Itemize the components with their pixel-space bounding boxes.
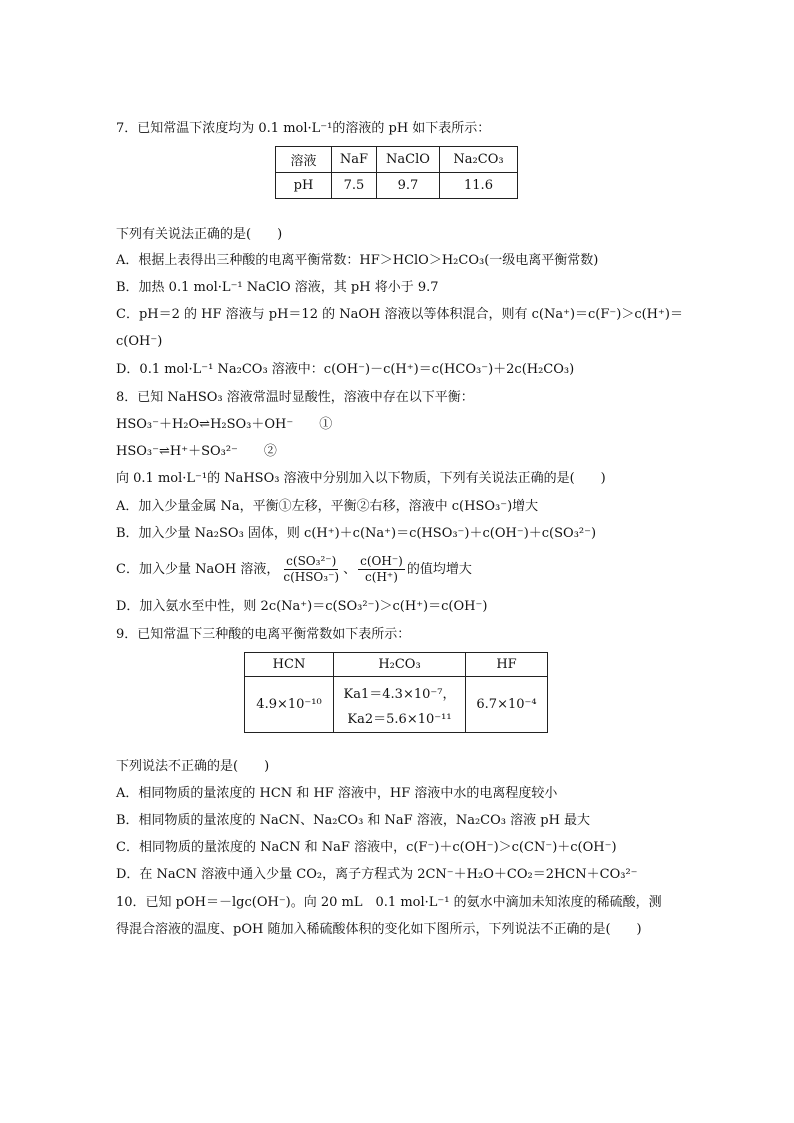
table-cell: NaClO <box>377 147 440 173</box>
table-cell: pH <box>276 173 332 199</box>
table-cell: Na₂CO₃ <box>440 147 518 173</box>
q8-option-c <box>116 554 472 585</box>
q10-stem-line1: 10．已知 pOH＝－lgc(OH⁻)。向 20 mL 0.1 mol·L⁻¹ 的氨水中滴加未知浓度的稀硫酸，测 <box>116 895 662 910</box>
fraction-numerator: c(SO₃²⁻) <box>286 554 337 568</box>
q7-option-a: A．根据上表得出三种酸的电离平衡常数：HF＞HClO＞H₂CO₃(一级电离平衡常数) <box>116 253 599 268</box>
q9-stem: 9．已知常温下三种酸的电离平衡常数如下表所示： <box>116 627 411 642</box>
ka1-value: Ka1＝4.3×10⁻⁷， <box>343 686 456 702</box>
table-cell <box>334 677 466 733</box>
q8-option-c-prefix: C．加入少量 NaOH 溶液， <box>116 562 280 577</box>
q8-question: 向 0.1 mol·L⁻¹的 NaHSO₃ 溶液中分别加入以下物质，下列有关说法正确的是( ) <box>116 471 606 486</box>
q9-ka-table <box>244 652 548 733</box>
table-cell: H₂CO₃ <box>334 653 466 677</box>
q7-option-c: C．pH＝2 的 HF 溶液与 pH＝12 的 NaOH 溶液以等体积混合，则有 c(Na⁺)＝c(F⁻)＞c(H⁺)＝ <box>116 307 683 322</box>
fraction-numerator: c(OH⁻) <box>360 554 403 568</box>
ka2-value: Ka2＝5.6×10⁻¹¹ <box>347 711 452 727</box>
q7-question: 下列有关说法正确的是( ) <box>116 227 283 242</box>
table-cell: 9.7 <box>377 173 440 199</box>
q9-option-a: A．相同物质的量浓度的 HCN 和 HF 溶液中，HF 溶液中水的电离程度较小 <box>116 786 558 801</box>
table-cell: 11.6 <box>440 173 518 199</box>
q8-option-b: B．加入少量 Na₂SO₃ 固体，则 c(H⁺)＋c(Na⁺)＝c(HSO₃⁻)＋c(OH⁻)＋c(SO₃²⁻) <box>116 526 597 541</box>
q10-stem-line2: 得混合溶液的温度、pOH 随加入稀硫酸体积的变化如下图所示，下列说法不正确的是( ) <box>116 922 642 937</box>
table-cell: HCN <box>245 653 334 677</box>
fraction-denominator: c(H⁺) <box>365 570 398 584</box>
table-cell: 6.7×10⁻⁴ <box>466 677 548 733</box>
fraction-denominator: c(HSO₃⁻) <box>283 570 340 584</box>
q7-option-b: B．加热 0.1 mol·L⁻¹ NaClO 溶液，其 pH 将小于 9.7 <box>116 280 439 295</box>
q7-option-d: D．0.1 mol·L⁻¹ Na₂CO₃ 溶液中：c(OH⁻)－c(H⁺)＝c(HCO₃⁻)＋2c(H₂CO₃) <box>116 362 575 377</box>
table-cell: NaF <box>332 147 377 173</box>
q9-option-b: B．相同物质的量浓度的 NaCN、Na₂CO₃ 和 NaF 溶液，Na₂CO₃ 溶液 pH 最大 <box>116 813 591 828</box>
q8-option-d: D．加入氨水至中性，则 2c(Na⁺)＝c(SO₃²⁻)＞c(H⁺)＝c(OH⁻) <box>116 599 488 614</box>
q8-option-a: A．加入少量金属 Na，平衡①左移，平衡②右移，溶液中 c(HSO₃⁻)增大 <box>116 499 539 514</box>
q8-equilibrium-1: HSO₃⁻＋H₂O⇌H₂SO₃＋OH⁻ ① <box>116 417 333 432</box>
q9-question: 下列说法不正确的是( ) <box>116 759 270 774</box>
q9-option-d: D．在 NaCN 溶液中通入少量 CO₂，离子方程式为 2CN⁻＋H₂O＋CO₂＝2HCN＋CO₃²⁻ <box>116 867 638 882</box>
table-cell: HF <box>466 653 548 677</box>
table-cell: 4.9×10⁻¹⁰ <box>245 677 334 733</box>
table-cell: 溶液 <box>276 147 332 173</box>
fraction <box>358 554 405 585</box>
q8-stem: 8．已知 NaHSO₃ 溶液常温时显酸性，溶液中存在以下平衡： <box>116 390 474 405</box>
table-cell: 7.5 <box>332 173 377 199</box>
separator: 、 <box>343 562 357 577</box>
q7-stem: 7．已知常温下浓度均为 0.1 mol·L⁻¹的溶液的 pH 如下表所示： <box>116 121 491 136</box>
q8-option-c-suffix: 的值均增大 <box>406 562 472 577</box>
q7-option-c-cont: c(OH⁻) <box>116 334 163 349</box>
fraction <box>281 554 341 585</box>
q9-option-c: C．相同物质的量浓度的 NaCN 和 NaF 溶液中，c(F⁻)＋c(OH⁻)＞c(CN⁻)＋c(OH⁻) <box>116 840 617 855</box>
q8-equilibrium-2: HSO₃⁻⇌H⁺＋SO₃²⁻ ② <box>116 444 277 459</box>
q7-ph-table <box>275 146 518 199</box>
